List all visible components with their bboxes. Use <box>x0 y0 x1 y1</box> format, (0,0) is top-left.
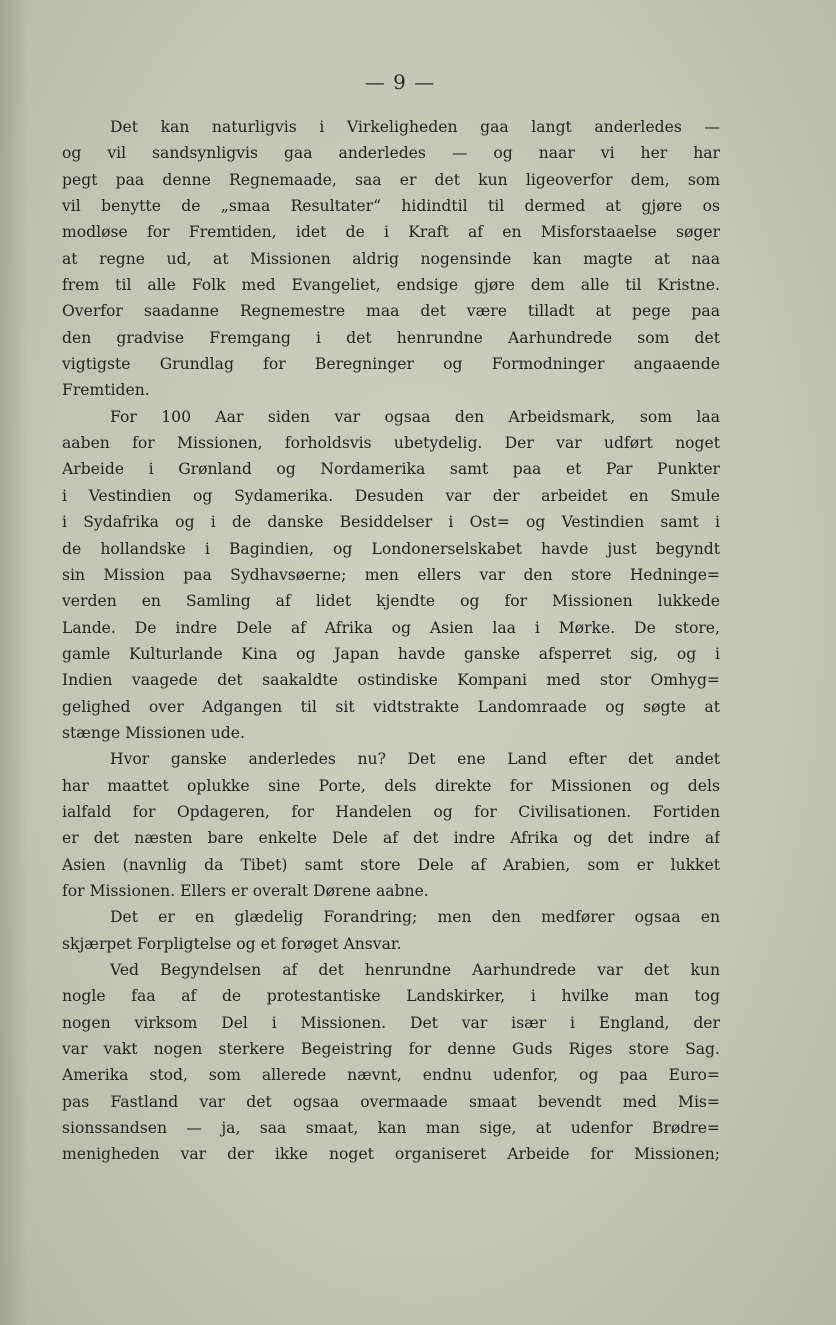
text-line: Hvor ganske anderledes nu? Det ene Land efter det andet <box>110 750 720 769</box>
text-line: modløse for Fremtiden, idet de i Kraft af en Misforstaaelse søger <box>62 223 720 242</box>
text-line: nogen virksom Del i Missionen. Det var især i England, der <box>62 1013 720 1032</box>
text-line: Fremtiden. <box>62 381 150 400</box>
text-line: Indien vaagede det saakaldte ostindiske Kompani med stor Omhyg= <box>62 671 720 690</box>
text-line: er det næsten bare enkelte Dele af det indre Afrika og det indre af <box>62 829 720 848</box>
text-line: menigheden var der ikke noget organiseret Arbeide for Missionen; <box>62 1145 720 1164</box>
page-number: — 9 — <box>364 70 436 94</box>
text-line: ialfald for Opdageren, for Handelen og for Civilisationen. Fortiden <box>62 802 720 821</box>
text-line: Det kan naturligvis i Virkeligheden gaa langt anderledes — <box>110 118 720 136</box>
text-line: aaben for Missionen, forholdsvis ubetydelig. Der var udført noget <box>62 434 720 453</box>
body-text <box>62 114 720 1168</box>
text-line: og vil sandsynligvis gaa anderledes — og naar vi her har <box>62 144 720 163</box>
text-line: vigtigste Grundlag for Beregninger og Formodninger angaaende <box>62 355 720 374</box>
text-line: vil benytte de „smaa Resultater“ hidindtil til dermed at gjøre os <box>62 197 720 216</box>
text-line: frem til alle Folk med Evangeliet, endsige gjøre dem alle til Kristne. <box>62 276 720 295</box>
text-line: sionssandsen — ja, saa smaat, kan man sige, at udenfor Brødre= <box>62 1119 720 1138</box>
text-line: Arbeide i Grønland og Nordamerika samt paa et Par Punkter <box>62 460 720 479</box>
text-line: at regne ud, at Missionen aldrig nogensinde kan magte at naa <box>62 249 720 268</box>
text-line: pegt paa denne Regnemaade, saa er det kun ligeoverfor dem, som <box>62 170 720 189</box>
text-line: pas Fastland var det ogsaa overmaade smaat bevendt med Mis= <box>62 1092 720 1111</box>
text-line: den gradvise Fremgang i det henrundne Aarhundrede som det <box>62 328 720 347</box>
text-line: nogle faa af de protestantiske Landskirker, i hvilke man tog <box>62 987 720 1006</box>
text-line: Det er en glædelig Forandring; men den medfører ogsaa en <box>110 908 720 927</box>
text-line: Ved Begyndelsen af det henrundne Aarhundrede var det kun <box>110 961 720 979</box>
text-line: For 100 Aar siden var ogsaa den Arbeidsmark, som laa <box>110 407 720 426</box>
text-line: stænge Missionen ude. <box>62 723 245 742</box>
text-line: Asien (navnlig da Tibet) samt store Dele af Arabien, som er lukket <box>62 855 720 874</box>
text-line: gelighed over Adgangen til sit vidtstrakte Landomraade og søgte at <box>62 697 720 716</box>
text-line: Lande. De indre Dele af Afrika og Asien laa i Mørke. De store, <box>62 618 720 637</box>
text-line: var vakt nogen sterkere Begeistring for denne Guds Riges store Sag. <box>62 1040 720 1059</box>
text-line: verden en Samling af lidet kjendte og for Missionen lukkede <box>62 592 720 611</box>
text-line: i Vestindien og Sydamerika. Desuden var der arbeidet en Smule <box>62 486 720 505</box>
text-line: skjærpet Forpligtelse og et forøget Ansvar. <box>62 934 402 953</box>
text-line: gamle Kulturlande Kina og Japan havde ganske afsperret sig, og i <box>62 644 720 663</box>
text-line: Overfor saadanne Regnemestre maa det være tilladt at pege paa <box>62 302 720 321</box>
text-line: sin Mission paa Sydhavsøerne; men ellers var den store Hedninge= <box>62 565 720 584</box>
text-line: i Sydafrika og i de danske Besiddelser i Ost= og Vestindien samt i <box>62 513 720 532</box>
text-line: de hollandske i Bagindien, og Londonerselskabet havde just begyndt <box>62 539 720 558</box>
text-line: Amerika stod, som allerede nævnt, endnu udenfor, og paa Euro= <box>62 1066 720 1085</box>
text-line: har maattet oplukke sine Porte, dels direkte for Missionen og dels <box>62 776 720 795</box>
text-line: for Missionen. Ellers er overalt Dørene aabne. <box>62 881 429 900</box>
